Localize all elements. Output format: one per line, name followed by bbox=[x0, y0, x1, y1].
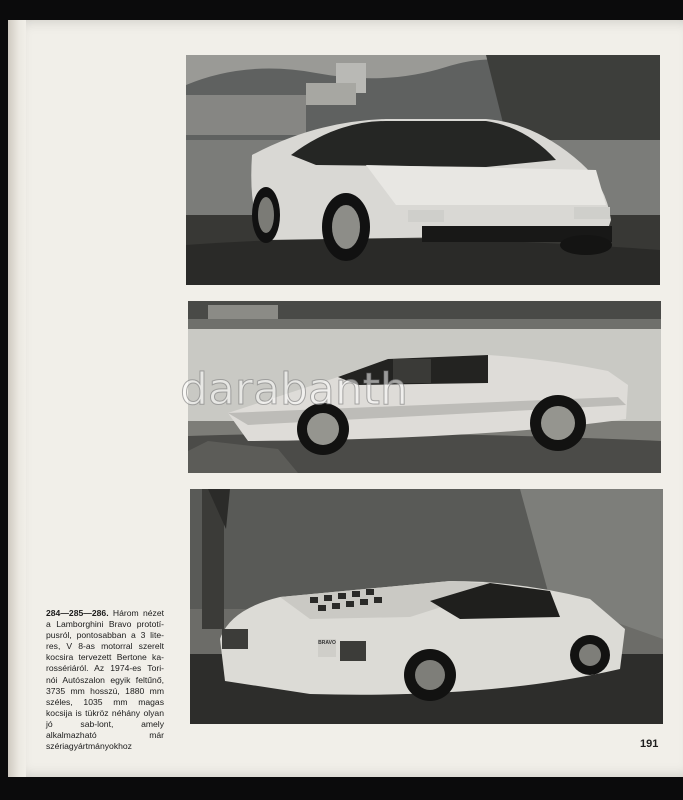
figure-caption bbox=[46, 608, 164, 752]
page-number: 191 bbox=[640, 738, 659, 750]
caption-figure-numbers: 284—285—286. bbox=[46, 608, 109, 618]
car-front-illustration bbox=[186, 55, 660, 285]
photo-side-view bbox=[188, 301, 661, 473]
caption-text: Három nézet a Lamborghini Bravo prototí-pusról, pontosabban a 3 lite-res, V 8-as motorral szerelt kocsira tervezett Bertone ka-rossériáról. Az 1974-es Tori-nói Autószalon egyik feltűnő, 3735 mm hosszú, 1880 mm széles, 1035 mm magas kocsija is tükröz néhány olyan jó sab-lont, amely alkalmazható már szériagyártmányokhoz bbox=[46, 608, 164, 752]
photo-rear-view bbox=[190, 489, 663, 724]
car-side-illustration bbox=[188, 301, 661, 473]
book-spine-shadow bbox=[8, 20, 26, 777]
watermark: darabanth bbox=[180, 364, 408, 415]
photo-front-view bbox=[186, 55, 660, 285]
car-rear-illustration bbox=[190, 489, 663, 724]
bravo-badge: BRAVO bbox=[318, 640, 336, 646]
